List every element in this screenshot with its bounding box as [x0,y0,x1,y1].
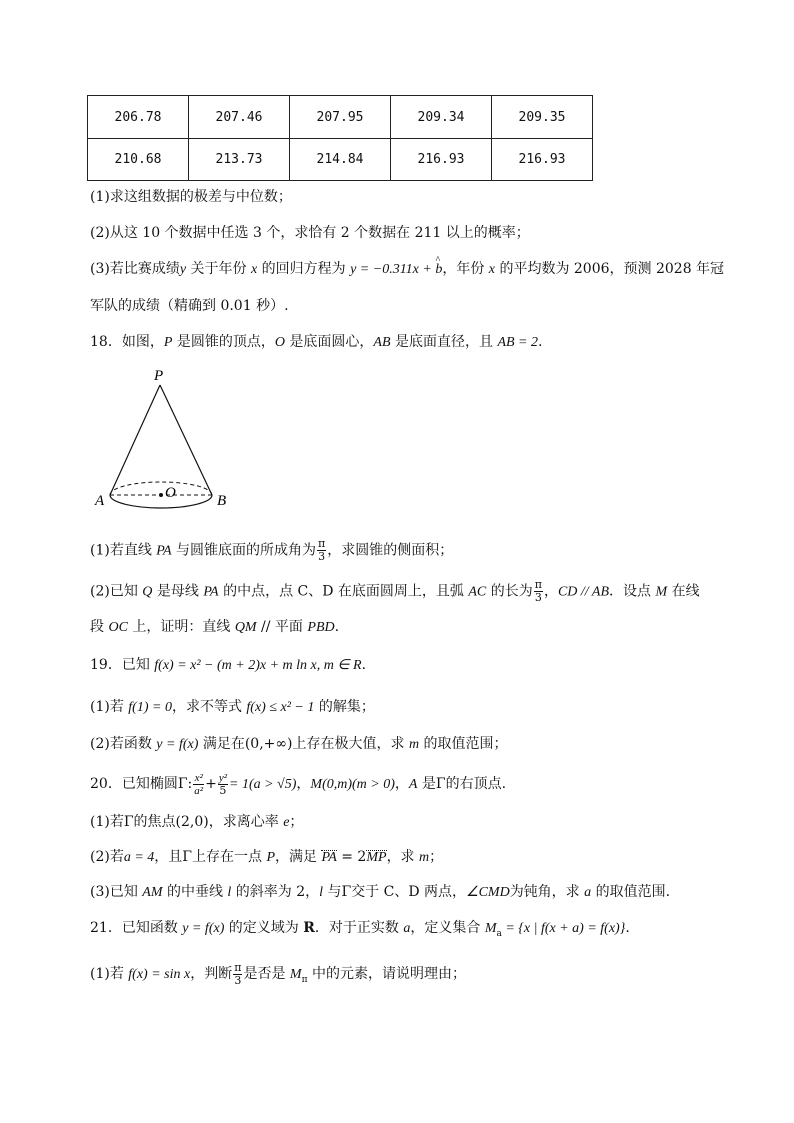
text: 上，证明：直线 [127,619,235,635]
var-AB: AB [373,335,391,350]
text: . [538,334,543,350]
text: 是底面圆心， [284,334,374,350]
q20-part3 [90,882,670,903]
q19-part1 [90,697,375,718]
var-QM: QM [234,620,257,635]
var-x: x [488,262,495,277]
var-PA: PA [156,543,172,559]
var-l: l [227,885,232,900]
text: // 平面 [256,619,308,635]
num: π [318,537,326,550]
cone-edge-left [110,385,160,495]
text: (1)若 [90,699,129,715]
table-row [88,96,593,139]
text: ，求不等式 [171,699,247,715]
num: x² [194,771,203,784]
text: 的取值范围. [591,884,671,900]
var-Q: Q [142,584,153,600]
den: a² [194,784,204,797]
text: 19．已知 [90,657,155,673]
text: ．对于正实数 [314,920,404,936]
num: π [234,960,242,974]
text: 是底面直径，且 [390,334,498,350]
var-PA: PA [203,584,219,600]
q21-part1 [90,960,466,994]
cone-figure [92,365,242,515]
text: . [334,619,340,635]
text: ，定义集合 [410,920,485,936]
table-cell: 206.78 [88,96,189,139]
ellipse-condition: = 1(a > √5) [229,777,297,792]
text: ，求离心率 [208,814,284,830]
text: ，且Γ上存在一点 [154,849,267,865]
text: 的定义域为 [224,920,304,936]
label-P: P [154,368,164,384]
fraction-pi-over-3 [317,538,326,563]
text: 的回归方程为 [257,261,351,277]
text: ， [543,583,558,600]
text: 的解集； [314,699,375,715]
text: (2)若 [90,849,124,865]
var-O: O [274,335,285,350]
center-point [159,493,163,497]
text: 的中点，点 C、D 在底面圆周上，且弧 [218,583,469,600]
function-definition: f(x) = x² − (m + 2)x + m ln x, m ∈ R [154,658,362,673]
var-AB-eq: AB = 2 [497,335,538,350]
var-AC: AC [468,584,487,600]
function: y = f(x) [156,737,199,752]
text: (2)若函数 [90,736,157,752]
table-cell: 213.73 [189,139,290,181]
q17-part3-cont: 军队的成绩（精确到 0.01 秒）. [90,298,289,314]
label-A: A [95,493,105,509]
function: f(x) = sin x [128,967,191,982]
num: y² [218,771,227,784]
var-e: e [283,815,290,830]
text: ； [289,814,304,830]
text: 为钝角，求 [509,884,585,900]
set-M: M [484,921,497,936]
den: 3 [534,591,542,604]
text: ， [296,776,311,792]
q20-part2 [90,847,443,868]
text: 的取值范围； [419,736,508,752]
text: (1)若Γ的焦点 [90,814,176,830]
text: ，满足 [275,849,322,865]
var-l: l [319,885,323,900]
q21-intro [90,918,630,944]
text: 与Γ交于 C、D 两点， [323,884,467,900]
gamma: Γ [177,776,188,792]
text: 与圆锥底面的所成角为 [171,542,317,559]
var-y: y [179,262,187,277]
var-PBD: PBD [307,620,335,635]
table-cell: 210.68 [88,139,189,181]
text: (2)已知 [90,583,143,600]
var-P: P [266,850,276,865]
q18-part2 [90,579,700,604]
table-cell: 207.46 [189,96,290,139]
point-M: M(0,m)(m > 0) [310,777,395,792]
var-A: A [408,777,418,792]
cone-edge-right [160,385,212,495]
text: (1)若直线 [90,542,157,559]
text: 是母线 [152,583,204,600]
var-a: a [403,921,411,936]
text: (3)已知 [90,884,143,900]
text: ，求 [386,849,420,865]
text: ； [429,849,444,865]
q19-intro [90,655,366,676]
text: (1)若 [90,966,129,982]
q17-part2: (2)从这 10 个数据中任选 3 个，求恰有 2 个数据在 211 以上的概率； [90,225,530,241]
num: π [534,578,542,591]
q20-intro [90,770,506,799]
regression-equation: y = −0.311x + [350,262,436,277]
text: ，年份 [442,261,489,277]
table-cell: 209.34 [391,96,492,139]
var-m: m [408,737,420,752]
fraction-pi-over-3 [534,579,543,604]
text: 的平均数为 2006，预测 2028 年冠 [495,261,725,277]
point: (2,0) [175,814,209,830]
condition: f(1) = 0 [128,700,172,715]
text: 20．已知椭圆 [90,776,178,792]
set-M: M [289,967,302,982]
text: (3)若比赛成绩 [90,261,180,277]
text: ．设点 [609,583,656,600]
table-cell: 214.84 [290,139,391,181]
data-table [87,95,593,181]
text: ，求圆锥的侧面积； [327,542,454,559]
set-definition: = {x | f(x + a) = f(x)} [501,921,626,936]
text: 关于年份 [186,261,251,277]
table-cell: 207.95 [290,96,391,139]
text: . [361,657,367,673]
fraction-x2-a2 [193,772,204,797]
condition: a = 4 [123,850,155,865]
text: 中的元素，请说明理由； [307,966,466,982]
inequality: f(x) ≤ x² − 1 [246,700,315,715]
text: ， [394,776,409,792]
text: : [187,776,193,792]
q17-part1: (1)求这组数据的极差与中位数； [90,189,292,205]
den: 5 [219,783,227,797]
fraction-y2-5 [218,772,228,797]
table-cell: 216.93 [492,139,593,181]
var-AM: AM [142,885,163,900]
b-hat: ^ b [435,260,442,280]
var-OC: OC [108,620,128,635]
label-O: O [165,485,176,501]
angle-CMD: ∠CMD [466,885,510,900]
table-cell: 209.35 [492,96,593,139]
text: 段 [90,619,109,635]
den: 3 [318,550,326,563]
text: 的斜率为 2， [231,884,320,900]
den: 3 [234,973,242,987]
vector-PA: PA [321,850,337,865]
var-P: P [163,335,173,350]
interval: (0,+∞) [244,736,293,752]
reals: R [303,920,315,936]
subscript-a: a [496,928,502,939]
q17-part3 [90,259,724,280]
var-x: x [250,262,258,277]
text: 是Γ的右顶点. [417,776,507,792]
text: 18．如图， [90,334,164,350]
q18-intro [90,332,542,353]
subscript-pi: π [301,974,308,985]
fraction-pi-over-3 [233,962,242,987]
text: 在线 [667,583,700,600]
text: ，判断 [190,966,233,982]
text: 上存在极大值，求 [292,736,409,752]
text: 是否是 [243,966,290,982]
vector-MP: MP [366,850,387,865]
var-m: m [419,850,430,865]
text: 的长为 [486,583,533,600]
text: 是圆锥的顶点， [172,334,275,350]
var-M: M [655,584,668,600]
q18-part1 [90,538,453,563]
q18-part2-cont [90,617,339,638]
table-cell: 216.93 [391,139,492,181]
label-B: B [217,493,227,509]
text: + [205,776,217,792]
function: y = f(x) [182,921,225,936]
text: 的中垂线 [162,884,228,900]
text: 满足在 [198,736,245,752]
text: . [625,920,630,936]
parallel-CD-AB: CD // AB [557,584,610,600]
q20-part1 [90,812,303,833]
var-a: a [584,885,592,900]
q19-part2 [90,734,508,755]
text: 21．已知函数 [90,920,183,936]
text: = 2 [336,849,367,865]
table-row [88,139,593,181]
